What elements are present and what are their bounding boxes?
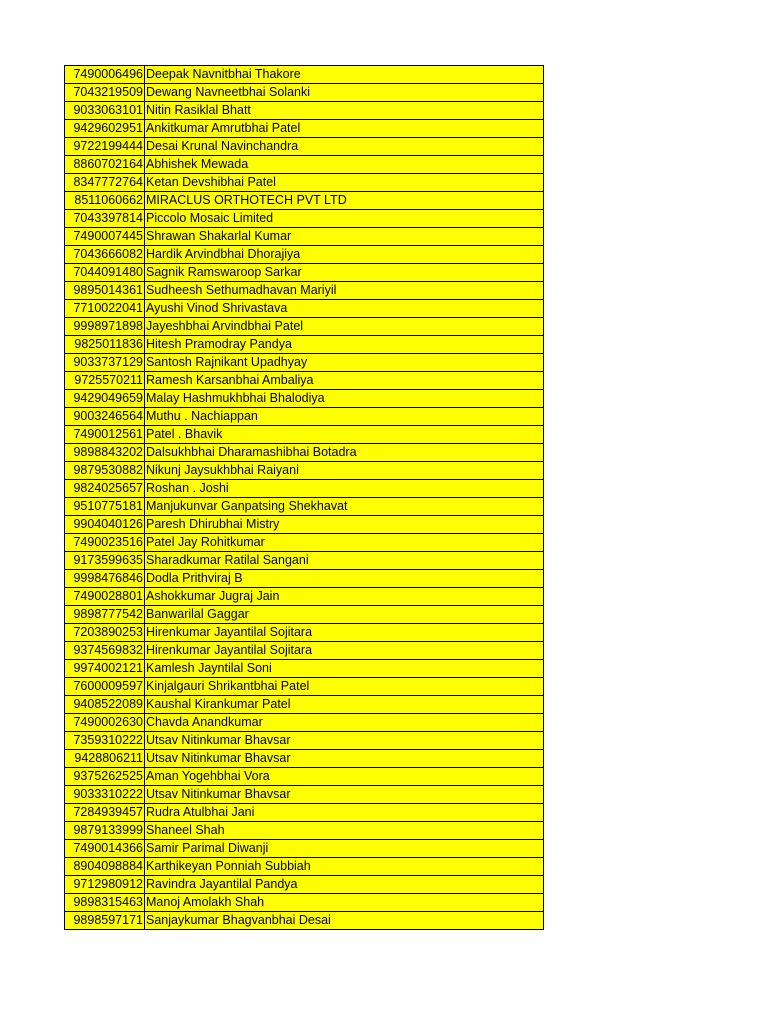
name-cell[interactable]: Kamlesh Jayntilal Soni xyxy=(145,660,544,678)
phone-number-cell[interactable]: 7203890253 xyxy=(65,624,145,642)
name-cell[interactable]: Ankitkumar Amrutbhai Patel xyxy=(145,120,544,138)
name-cell[interactable]: Patel . Bhavik xyxy=(145,426,544,444)
name-cell[interactable]: Shrawan Shakarlal Kumar xyxy=(145,228,544,246)
table-row xyxy=(65,462,544,480)
phone-number-cell[interactable]: 9895014361 xyxy=(65,282,145,300)
table-row xyxy=(65,660,544,678)
phone-number-cell[interactable]: 7600009597 xyxy=(65,678,145,696)
table-row xyxy=(65,552,544,570)
name-cell[interactable]: MIRACLUS ORTHOTECH PVT LTD xyxy=(145,192,544,210)
name-cell[interactable]: Malay Hashmukhbhai Bhalodiya xyxy=(145,390,544,408)
phone-number-cell[interactable]: 7710022041 xyxy=(65,300,145,318)
name-cell[interactable]: Shaneel Shah xyxy=(145,822,544,840)
table-row xyxy=(65,372,544,390)
table-row xyxy=(65,588,544,606)
name-cell[interactable]: Abhishek Mewada xyxy=(145,156,544,174)
phone-number-cell[interactable]: 7359310222 xyxy=(65,732,145,750)
name-cell[interactable]: Manjukunvar Ganpatsing Shekhavat xyxy=(145,498,544,516)
name-cell[interactable]: Muthu . Nachiappan xyxy=(145,408,544,426)
name-cell[interactable]: Aman Yogehbhai Vora xyxy=(145,768,544,786)
phone-number-cell[interactable]: 9429049659 xyxy=(65,390,145,408)
table-row xyxy=(65,804,544,822)
spreadsheet-body xyxy=(65,66,544,930)
table-row xyxy=(65,228,544,246)
table-row xyxy=(65,696,544,714)
table-row xyxy=(65,912,544,930)
table-row xyxy=(65,498,544,516)
table-row xyxy=(65,894,544,912)
name-cell[interactable]: Patel Jay Rohitkumar xyxy=(145,534,544,552)
table-row xyxy=(65,570,544,588)
table-row xyxy=(65,354,544,372)
phone-number-cell[interactable]: 9904040126 xyxy=(65,516,145,534)
table-row xyxy=(65,336,544,354)
name-cell[interactable]: Ravindra Jayantilal Pandya xyxy=(145,876,544,894)
name-cell[interactable]: Hirenkumar Jayantilal Sojitara xyxy=(145,624,544,642)
phone-number-cell[interactable]: 9722199444 xyxy=(65,138,145,156)
phone-number-cell[interactable]: 9033737129 xyxy=(65,354,145,372)
table-row xyxy=(65,786,544,804)
name-cell[interactable]: Jayeshbhai Arvindbhai Patel xyxy=(145,318,544,336)
table-row xyxy=(65,390,544,408)
phone-number-cell[interactable]: 9375262525 xyxy=(65,768,145,786)
table-row xyxy=(65,282,544,300)
phone-number-cell[interactable]: 8860702164 xyxy=(65,156,145,174)
name-cell[interactable]: Kinjalgauri Shrikantbhai Patel xyxy=(145,678,544,696)
phone-number-cell[interactable]: 7490006496 xyxy=(65,66,145,84)
table-row xyxy=(65,174,544,192)
phone-number-cell[interactable]: 9898597171 xyxy=(65,912,145,930)
table-row xyxy=(65,480,544,498)
name-cell[interactable]: Piccolo Mosaic Limited xyxy=(145,210,544,228)
table-row xyxy=(65,156,544,174)
phone-number-cell[interactable]: 9003246564 xyxy=(65,408,145,426)
phone-number-cell[interactable]: 9033310222 xyxy=(65,786,145,804)
name-cell[interactable]: Chavda Anandkumar xyxy=(145,714,544,732)
phone-number-cell[interactable]: 7043219509 xyxy=(65,84,145,102)
name-cell[interactable]: Karthikeyan Ponniah Subbiah xyxy=(145,858,544,876)
phone-number-cell[interactable]: 7490014366 xyxy=(65,840,145,858)
table-row xyxy=(65,120,544,138)
phone-number-cell[interactable]: 9998476846 xyxy=(65,570,145,588)
phone-number-cell[interactable]: 9173599635 xyxy=(65,552,145,570)
name-cell[interactable]: Utsav Nitinkumar Bhavsar xyxy=(145,786,544,804)
name-cell[interactable]: Rudra Atulbhai Jani xyxy=(145,804,544,822)
name-cell[interactable]: Ketan Devshibhai Patel xyxy=(145,174,544,192)
phone-number-cell[interactable]: 9898777542 xyxy=(65,606,145,624)
phone-number-cell[interactable]: 9898843202 xyxy=(65,444,145,462)
table-row xyxy=(65,858,544,876)
name-cell[interactable]: Dewang Navneetbhai Solanki xyxy=(145,84,544,102)
phone-number-cell[interactable]: 9879530882 xyxy=(65,462,145,480)
name-cell[interactable]: Utsav Nitinkumar Bhavsar xyxy=(145,750,544,768)
name-cell[interactable]: Manoj Amolakh Shah xyxy=(145,894,544,912)
phone-number-cell[interactable]: 9998971898 xyxy=(65,318,145,336)
table-row xyxy=(65,642,544,660)
name-cell[interactable]: Nitin Rasiklal Bhatt xyxy=(145,102,544,120)
phone-number-cell[interactable]: 9898315463 xyxy=(65,894,145,912)
name-cell[interactable]: Roshan . Joshi xyxy=(145,480,544,498)
table-row xyxy=(65,624,544,642)
table-row xyxy=(65,300,544,318)
name-cell[interactable]: Kaushal Kirankumar Patel xyxy=(145,696,544,714)
table-row xyxy=(65,516,544,534)
phone-number-cell[interactable]: 8904098884 xyxy=(65,858,145,876)
name-cell[interactable]: Banwarilal Gaggar xyxy=(145,606,544,624)
name-cell[interactable]: Sagnik Ramswaroop Sarkar xyxy=(145,264,544,282)
phone-number-cell[interactable]: 9033063101 xyxy=(65,102,145,120)
name-cell[interactable]: Paresh Dhirubhai Mistry xyxy=(145,516,544,534)
phone-number-cell[interactable]: 9725570211 xyxy=(65,372,145,390)
table-row xyxy=(65,822,544,840)
phone-number-cell[interactable]: 9974002121 xyxy=(65,660,145,678)
phone-number-cell[interactable]: 7044091480 xyxy=(65,264,145,282)
phone-number-cell[interactable]: 9879133999 xyxy=(65,822,145,840)
table-row xyxy=(65,246,544,264)
table-row xyxy=(65,102,544,120)
table-row xyxy=(65,732,544,750)
table-row xyxy=(65,606,544,624)
name-cell[interactable]: Ayushi Vinod Shrivastava xyxy=(145,300,544,318)
name-cell[interactable]: Utsav Nitinkumar Bhavsar xyxy=(145,732,544,750)
table-row xyxy=(65,408,544,426)
phone-number-cell[interactable]: 9374569832 xyxy=(65,642,145,660)
name-cell[interactable]: Hitesh Pramodray Pandya xyxy=(145,336,544,354)
phone-number-cell[interactable]: 7490002630 xyxy=(65,714,145,732)
name-cell[interactable]: Samir Parimal Diwanji xyxy=(145,840,544,858)
table-row xyxy=(65,138,544,156)
table-row xyxy=(65,84,544,102)
phone-number-cell[interactable]: 9408522089 xyxy=(65,696,145,714)
table-row xyxy=(65,876,544,894)
name-cell[interactable]: Ashokkumar Jugraj Jain xyxy=(145,588,544,606)
table-row xyxy=(65,192,544,210)
name-cell[interactable]: Deepak Navnitbhai Thakore xyxy=(145,66,544,84)
spreadsheet-table xyxy=(64,65,544,930)
phone-number-cell[interactable]: 8347772764 xyxy=(65,174,145,192)
table-row xyxy=(65,750,544,768)
phone-number-cell[interactable]: 9510775181 xyxy=(65,498,145,516)
table-row xyxy=(65,534,544,552)
phone-number-cell[interactable]: 7043666082 xyxy=(65,246,145,264)
name-cell[interactable]: Ramesh Karsanbhai Ambaliya xyxy=(145,372,544,390)
name-cell[interactable]: Dodla Prithviraj B xyxy=(145,570,544,588)
table-row xyxy=(65,66,544,84)
name-cell[interactable]: Hirenkumar Jayantilal Sojitara xyxy=(145,642,544,660)
table-row xyxy=(65,444,544,462)
phone-number-cell[interactable]: 9429602951 xyxy=(65,120,145,138)
name-cell[interactable]: Sudheesh Sethumadhavan Mariyil xyxy=(145,282,544,300)
phone-number-cell[interactable]: 9712980912 xyxy=(65,876,145,894)
phone-number-cell[interactable]: 7490012561 xyxy=(65,426,145,444)
table-row xyxy=(65,426,544,444)
table-row xyxy=(65,210,544,228)
name-cell[interactable]: Hardik Arvindbhai Dhorajiya xyxy=(145,246,544,264)
table-row xyxy=(65,318,544,336)
phone-number-cell[interactable]: 7284939457 xyxy=(65,804,145,822)
phone-number-cell[interactable]: 9428806211 xyxy=(65,750,145,768)
name-cell[interactable]: Nikunj Jaysukhbhai Raiyani xyxy=(145,462,544,480)
phone-number-cell[interactable]: 7490023516 xyxy=(65,534,145,552)
name-cell[interactable]: Sharadkumar Ratilal Sangani xyxy=(145,552,544,570)
phone-number-cell[interactable]: 7043397814 xyxy=(65,210,145,228)
table-row xyxy=(65,264,544,282)
phone-number-cell[interactable]: 9825011836 xyxy=(65,336,145,354)
table-row xyxy=(65,678,544,696)
name-cell[interactable]: Dalsukhbhai Dharamashibhai Botadra xyxy=(145,444,544,462)
table-row xyxy=(65,768,544,786)
phone-number-cell[interactable]: 7490028801 xyxy=(65,588,145,606)
phone-number-cell[interactable]: 9824025657 xyxy=(65,480,145,498)
table-row xyxy=(65,714,544,732)
name-cell[interactable]: Santosh Rajnikant Upadhyay xyxy=(145,354,544,372)
name-cell[interactable]: Sanjaykumar Bhagvanbhai Desai xyxy=(145,912,544,930)
phone-number-cell[interactable]: 8511060662 xyxy=(65,192,145,210)
phone-number-cell[interactable]: 7490007445 xyxy=(65,228,145,246)
name-cell[interactable]: Desai Krunal Navinchandra xyxy=(145,138,544,156)
table-row xyxy=(65,840,544,858)
